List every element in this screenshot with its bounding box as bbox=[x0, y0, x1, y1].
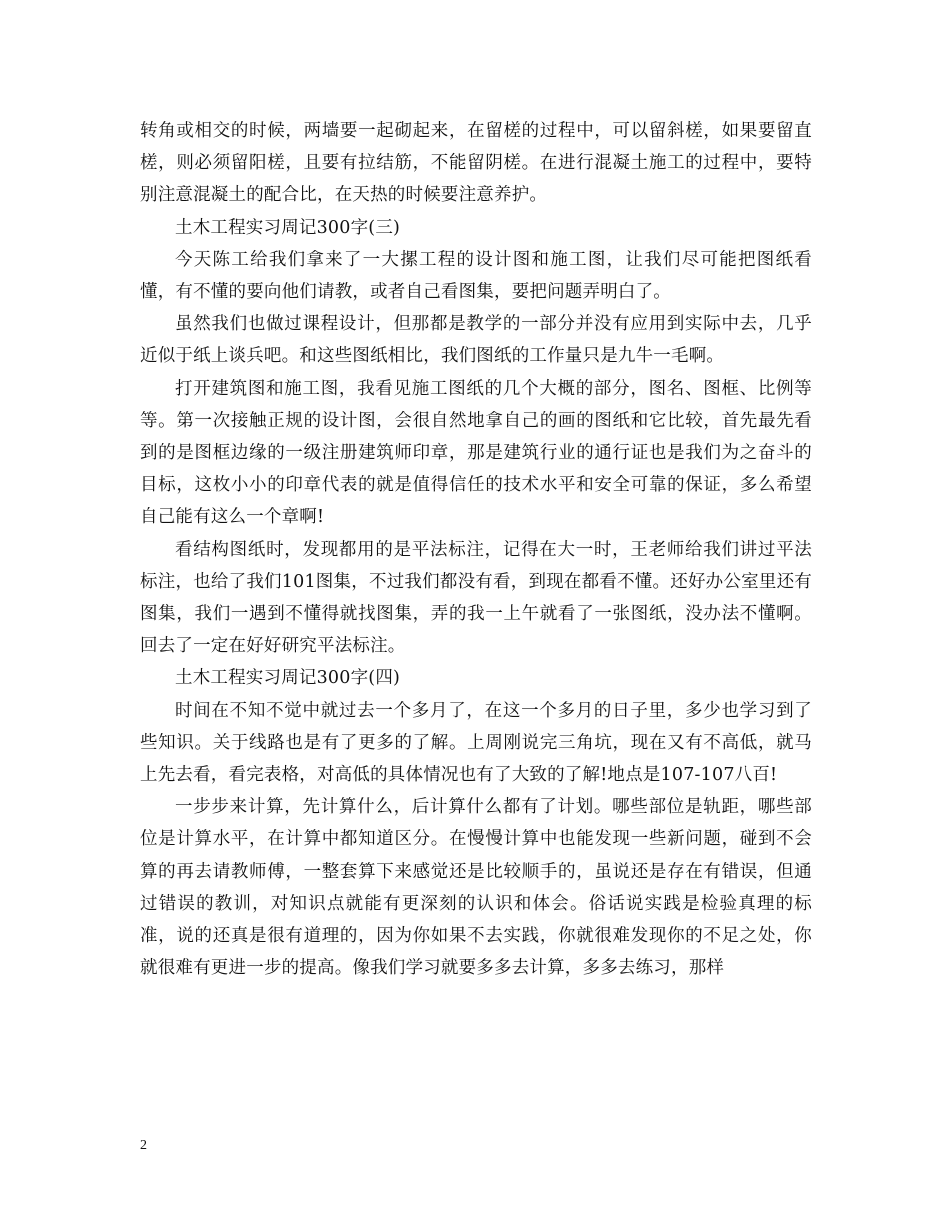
paragraph: 今天陈工给我们拿来了一大摞工程的设计图和施工图，让我们尽可能把图纸看懂，有不懂的要向他们请教，或者自己看图集，要把问题弄明白了。 bbox=[140, 249, 812, 303]
page-number: 2 bbox=[140, 1138, 147, 1153]
paragraph: 打开建筑图和施工图，我看见施工图纸的几个大概的部分，图名、图框、比例等等。第一次接触正规的设计图，会很自然地拿自己的画的图纸和它比较，首先最先看到的是图框边缘的一级注册建筑师印章，那是建筑行业的通行证也是我们为之奋斗的目标，这枚小小的印章代表的就是值得信任的技术水平和安全可靠的保证，多么希望自己能有这么一个章啊! bbox=[140, 378, 812, 528]
section-heading-4: 土木工程实习周记300字(四) bbox=[175, 668, 401, 689]
paragraph: 看结构图纸时，发现都用的是平法标注，记得在大一时，王老师给我们讲过平法标注，也给了我们101图集，不过我们都没有看，到现在都看不懂。还好办公室里还有图集，我们一遇到不懂得就找图集，弄的我一上午就看了一张图纸，没办法不懂啊。回去了一定在好好研究平法标注。 bbox=[140, 539, 812, 657]
paragraph: 虽然我们也做过课程设计，但那都是教学的一部分并没有应用到实际中去，几乎近似于纸上谈兵吧。和这些图纸相比，我们图纸的工作量只是九牛一毛啊。 bbox=[140, 314, 812, 367]
document-body bbox=[140, 115, 812, 984]
section-heading-3: 土木工程实习周记300字(三) bbox=[175, 217, 401, 238]
paragraph: 时间在不知不觉中就过去一个多月了，在这一个多月的日子里，多少也学习到了些知识。关于线路也是有了更多的了解。上周刚说完三角坑，现在又有不高低，就马上先去看，看完表格，对高低的具体情况也有了大致的了解!地点是107-107八百! bbox=[140, 700, 812, 786]
paragraph: 一步步来计算，先计算什么，后计算什么都有了计划。哪些部位是轨距，哪些部位是计算水平，在计算中都知道区分。在慢慢计算中也能发现一些新问题，碰到不会算的再去请教师傅，一整套算下来感觉还是比较顺手的，虽说还是存在有错误，但通过错误的教训，对知识点就能有更深刻的认识和体会。俗话说实践是检验真理的标准，说的还真是很有道理的，因为你如果不去实践，你就很难发现你的不足之处，你就很难有更进一步的提高。像我们学习就要多多去计算，多多去练习，那样 bbox=[140, 797, 812, 979]
paragraph-continuation: 转角或相交的时候，两墙要一起砌起来，在留槎的过程中，可以留斜槎，如果要留直槎，则必须留阳槎，且要有拉结筋，不能留阴槎。在进行混凝土施工的过程中，要特别注意混凝土的配合比，在天热的时候要注意养护。 bbox=[140, 121, 812, 206]
